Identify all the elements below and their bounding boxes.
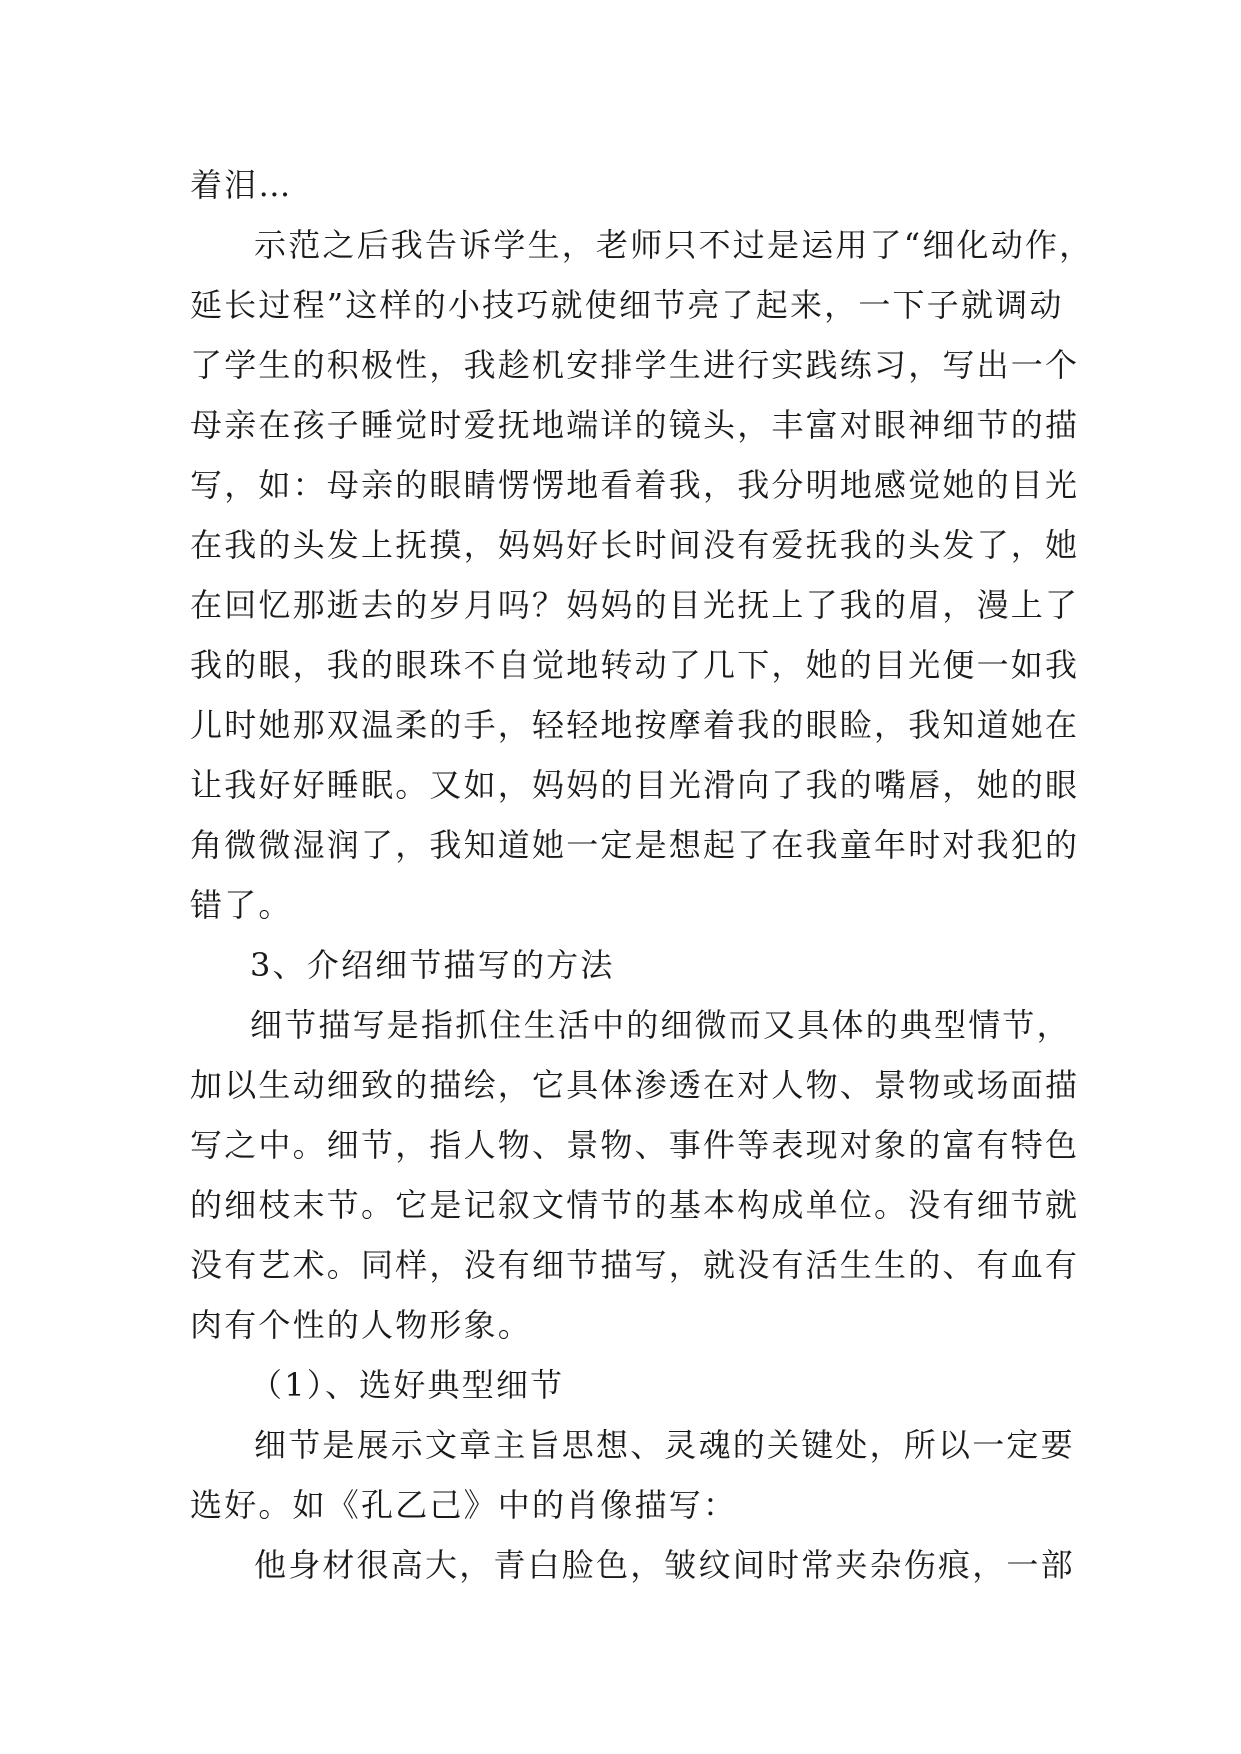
text-line: 写之中。细节，指人物、景物、事件等表现对象的富有特色 bbox=[190, 1126, 1080, 1164]
text-line: 在我的头发上抚摸，妈妈好长时间没有爱抚我的头发了，她 bbox=[190, 526, 1080, 564]
text-line: 着泪… bbox=[190, 166, 293, 204]
text-line: 母亲在孩子睡觉时爱抚地端详的镜头，丰富对眼神细节的描 bbox=[190, 406, 1080, 444]
text-line: 没有艺术。同样，没有细节描写，就没有活生生的、有血有 bbox=[190, 1246, 1080, 1284]
text-line: 选好。如《孔乙己》中的肖像描写： bbox=[190, 1486, 738, 1524]
text-line: 的细枝末节。它是记叙文情节的基本构成单位。没有细节就 bbox=[190, 1186, 1080, 1224]
text-line: 了学生的积极性，我趁机安排学生进行实践练习，写出一个 bbox=[190, 346, 1080, 384]
document-page bbox=[190, 155, 1094, 1595]
text-line: 角微微湿润了，我知道她一定是想起了在我童年时对我犯的 bbox=[190, 826, 1080, 864]
text-line: 写，如：母亲的眼睛愣愣地看着我，我分明地感觉她的目光 bbox=[190, 466, 1080, 504]
section-heading: 3、介绍细节描写的方法 bbox=[250, 946, 615, 984]
text-line: 让我好好睡眠。又如，妈妈的目光滑向了我的嘴唇，她的眼 bbox=[190, 766, 1080, 804]
paragraph-start-line: 示范之后我告诉学生，老师只不过是运用了“细化动作， bbox=[254, 226, 1094, 264]
paragraph-start-line: 细节是展示文章主旨思想、灵魂的关键处，所以一定要 bbox=[254, 1426, 1075, 1464]
text-line: 延长过程”这样的小技巧就使细节亮了起来，一下子就调动 bbox=[190, 286, 1064, 324]
paragraph-start-line: 他身材很高大，青白脸色，皱纹间时常夹杂伤痕，一部 bbox=[254, 1546, 1075, 1584]
text-line: 加以生动细致的描绘，它具体渗透在对人物、景物或场面描 bbox=[190, 1066, 1080, 1104]
text-line: 我的眼，我的眼珠不自觉地转动了几下，她的目光便一如我 bbox=[190, 646, 1080, 684]
text-line: 错了。 bbox=[190, 886, 293, 924]
text-line: 在回忆那逝去的岁月吗？妈妈的目光抚上了我的眉，漫上了 bbox=[190, 586, 1080, 624]
text-line: 儿时她那双温柔的手，轻轻地按摩着我的眼睑，我知道她在 bbox=[190, 706, 1080, 744]
paragraph-start-line: 细节描写是指抓住生活中的细微而又具体的典型情节， bbox=[250, 1006, 1071, 1044]
subsection-heading: （1）、选好典型细节 bbox=[250, 1366, 565, 1404]
text-line: 肉有个性的人物形象。 bbox=[190, 1306, 533, 1344]
